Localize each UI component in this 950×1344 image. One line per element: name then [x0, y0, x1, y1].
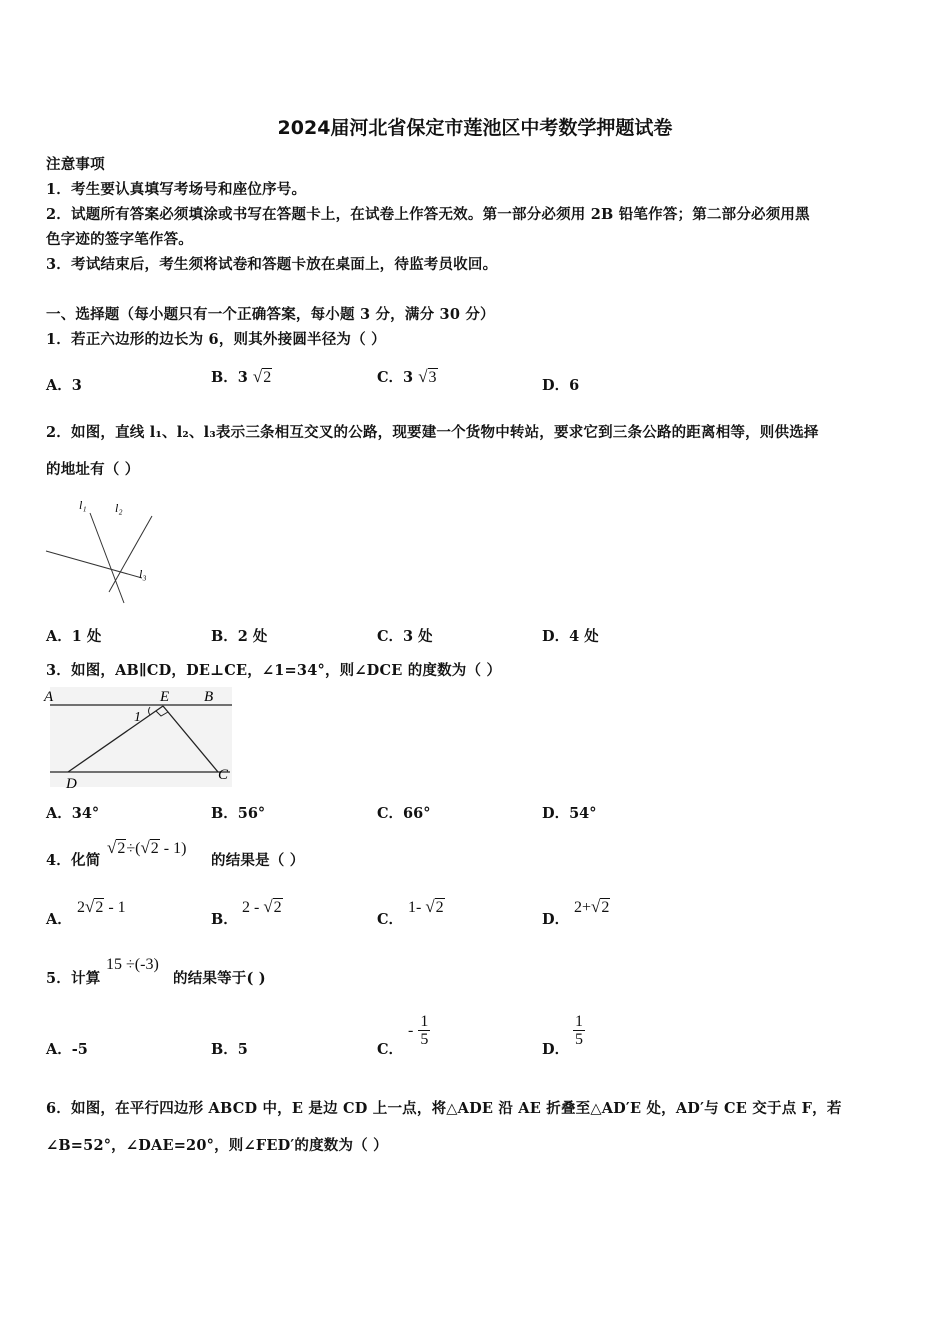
- line-l3: [46, 551, 142, 578]
- q3-option-d: D．54°: [542, 805, 597, 822]
- q2-figure: [44, 493, 159, 608]
- q3-option-a: A．34°: [46, 805, 100, 822]
- label-e: E: [160, 689, 170, 705]
- q3-stem: 3．如图，AB∥CD，DE⊥CE，∠1=34°，则∠DCE 的度数为（ ）: [46, 662, 502, 679]
- q5-option-d: $\frac{1}{5}$: [575, 1013, 583, 1048]
- q5-expression: 15 ÷(-3): [106, 956, 159, 973]
- label-l1: l₁: [79, 498, 87, 512]
- label-d: D: [66, 776, 77, 792]
- q4-expression: √2÷(√2 - 1): [107, 838, 187, 857]
- radical: √3: [418, 367, 437, 386]
- line-l1: [90, 513, 124, 603]
- q6-stem-line1: 6．如图，在平行四边形 ABCD 中，E 是边 CD 上一点，将△ADE 沿 AE 折叠至△AD′E 处，AD′与 CE 交于点 F，若: [46, 1100, 842, 1117]
- label-c: C: [218, 767, 229, 783]
- q6-stem-line2: ∠B=52°，∠DAE=20°，则∠FED′的度数为（ ）: [46, 1137, 388, 1154]
- label-1: 1: [134, 710, 141, 725]
- q2-option-b: B．2 处: [211, 628, 268, 645]
- q4-option-d-label: D．: [542, 911, 570, 928]
- label-a: A: [44, 689, 54, 705]
- q2-stem-line2: 的地址有（ ）: [46, 461, 140, 478]
- q3-figure: [42, 684, 234, 792]
- notice-item-2-line1: 2．试题所有答案必须填涂或书写在答题卡上，在试卷上作答无效。第一部分必须用 2B 铅笔作答；第二部分必须用黑: [46, 206, 810, 223]
- q2-option-a: A．1 处: [46, 628, 102, 645]
- q1-option-a: A．3: [46, 377, 82, 394]
- q4-option-c: 1- √2: [408, 897, 444, 916]
- q5-option-a: A．-5: [46, 1041, 88, 1058]
- notice-item-2-line2: 色字迹的签字笔作答。: [46, 231, 193, 248]
- notice-item-3: 3．考试结束后，考生须将试卷和答题卡放在桌面上，待监考员收回。: [46, 256, 498, 273]
- q5-option-d-label: D．: [542, 1041, 570, 1058]
- q5-option-c: - $\frac{1}{5}$: [408, 1013, 429, 1048]
- q1-option-d: D．6: [542, 377, 580, 394]
- q5-option-c-label: C．: [377, 1041, 404, 1058]
- q2-option-c: C．3 处: [377, 628, 433, 645]
- notice-item-1: 1．考生要认真填写考场号和座位序号。: [46, 181, 307, 198]
- label-b: B: [204, 689, 214, 705]
- q5-prefix: 5．计算: [46, 970, 101, 987]
- q4-option-d: 2+√2: [574, 897, 610, 916]
- q1-stem: 1．若正六边形的边长为 6，则其外接圆半径为（ ）: [46, 331, 386, 348]
- q1-option-b: B．3 √2: [211, 367, 272, 386]
- q2-option-d: D．4 处: [542, 628, 599, 645]
- notice-heading: 注意事项: [46, 156, 105, 173]
- q5-option-b: B．5: [211, 1041, 248, 1058]
- q4-option-b-label: B．: [211, 911, 238, 928]
- label-l3: l₃: [139, 567, 147, 581]
- label-l2: l₂: [115, 501, 123, 515]
- q4-option-a: 2√2 - 1: [77, 897, 126, 916]
- q1-option-c: C．3 √3: [377, 367, 437, 386]
- q4-prefix: 4．化简: [46, 852, 101, 869]
- page-title: 2024届河北省保定市莲池区中考数学押题试卷: [277, 117, 673, 139]
- q3-option-c: C．66°: [377, 805, 431, 822]
- q5-suffix: 的结果等于( ): [173, 970, 266, 987]
- q3-option-b: B．56°: [211, 805, 266, 822]
- q4-suffix: 的结果是（ ）: [211, 852, 305, 869]
- radical: √2: [252, 367, 272, 386]
- q4-option-b: 2 - √2: [242, 897, 282, 916]
- q4-option-a-label: A．: [46, 911, 72, 928]
- section-heading: 一、选择题（每小题只有一个正确答案，每小题 3 分，满分 30 分）: [46, 306, 495, 323]
- q4-option-c-label: C．: [377, 911, 404, 928]
- q2-stem-line1: 2．如图，直线 l₁、l₂、l₃表示三条相互交叉的公路，现要建一个货物中转站，要求它到三条公路的距离相等，则供选择: [46, 424, 819, 441]
